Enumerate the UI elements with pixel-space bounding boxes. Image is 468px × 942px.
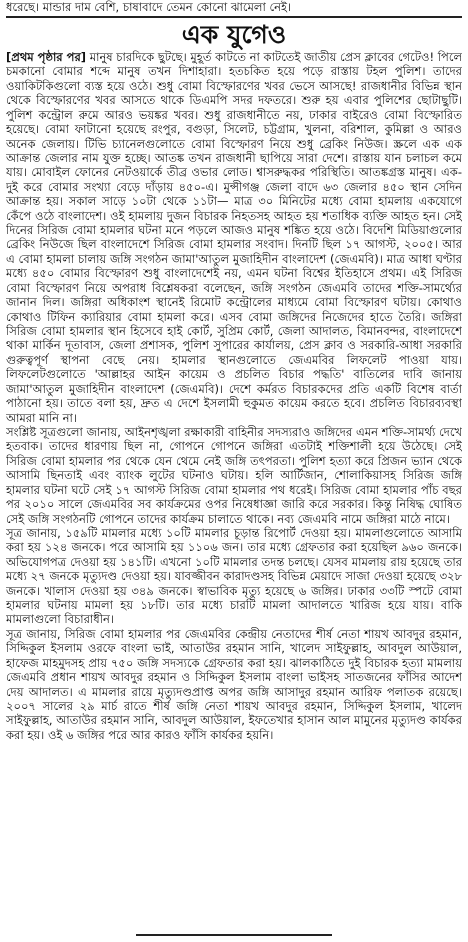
top-divider	[6, 16, 462, 18]
paragraph-2: সংশ্লিষ্ট সূত্রগুলো জানায়, আইনশৃঙ্খলা রক্ষাকারী বাহিনীর সদস্যরাও জঙ্গিদের এমন শক্তি-সামর্থ্য দেখে হতবাক। তাদের ধারণায় ছিল না, গোপনে গোপনে জঙ্গিরা এতটাই শক্তিশালী হয়ে উঠেছে। সেই সিরিজ বোমা হামলার পর থেকে যেন থেমে নেই জঙ্গি তৎপরতা। পুলিশ হত্যা করে প্রিজন ভ্যান থেকে আসামি ছিনতাই এবং ব্যাংক লুটের ঘটনাও ঘটায়। হলি আর্টিজান, শোলাকিয়াসহ সিরিজ জঙ্গি হামলার ঘটনা ঘটে সেই ১৭ আগস্ট সিরিজ বোমা হামলার পথ ধরেই। সিরিজ বোমা হামলার পাঁচ বছর পর ২০১০ সালে জেএমবির সব কার্যক্রমের ওপর নিষেধাজ্ঞা জারি করে সরকার। কিন্তু নিষিদ্ধ ঘোষিত সেই জঙ্গি সংগঠনটি গোপনে তাদের কার্যক্রম চালাতে থাকে। নব্য জেএমবি নামে জঙ্গিরা মাঠে নামে।	[6, 424, 462, 526]
paragraph-1	[6, 50, 462, 425]
bottom-divider	[136, 934, 332, 942]
continuation-label: [প্রথম পৃষ্ঠার পর]	[6, 50, 87, 64]
paragraph-3: সূত্র জানায়, ১৫৯টি মামলার মধ্যে ১০টি মামলার চূড়ান্ত রিপোর্ট দেওয়া হয়। মামলাগুলোতে আসামি করা হয় ১২৪ জনকে। পরে আসামি হয় ১১০৬ জন। তার মধ্যে গ্রেফতার করা হয়েছিল ৯৬০ জনকে। অভিযোগপত্র দেওয়া হয় ১৪১টি। এখনো ১০টি মামলার তদন্ত চলছে। যেসব মামলায় রায় হয়েছে তার মধ্যে ২৭ জনকে মৃত্যুদণ্ড দেওয়া হয়। যাবজ্জীবন কারাদণ্ডসহ বিভিন্ন মেয়াদে সাজা দেওয়া হয়েছে ৩২৮ জনকে। খালাস দেওয়া হয় ৩৪৯ জনকে। স্বাভাবিক মৃত্যু হয়েছে ৬ জঙ্গির। ঢাকার ৩৩টি স্পটে বোমা হামলার ঘটনায় মামলা হয় ১৮টি। তার মধ্যে চারটি মামলা আদালতে খারিজ হয়ে যায়। বাকি মামলাগুলো বিচারাধীন।	[6, 525, 462, 627]
article-headline: এক যুগেও	[181, 20, 287, 49]
article-body	[6, 50, 462, 742]
paragraph-4: সূত্র জানায়, সিরিজ বোমা হামলার পর জেএমবির কেন্দ্রীয় নেতাদের শীর্ষ নেতা শায়খ আবদুর রহমান, সিদ্দিকুল ইসলাম ওরফে বাংলা ভাই, আতাউর রহমান সানি, খালেদ সাইফুল্লাহ, আবদুল আউয়াল, হাফেজ মাহমুদসহ প্রায় ৭৫০ জঙ্গি সদস্যকে গ্রেফতার করা হয়। ঝালকাঠিতে দুই বিচারক হত্যা মামলায় জেএমবি প্রধান শায়খ আবদুর রহমান ও সিদ্দিকুল ইসলাম বাংলা ভাইসহ সাতজনের ফাঁসির আদেশ দেয় আদালত। এ মামলার রায়ে মৃত্যুদণ্ডপ্রাপ্ত অপর জঙ্গি আসাদুর রহমান আরিফ পলাতক রয়েছে। ২০০৭ সালের ২৯ মার্চ রাতে শীর্ষ জঙ্গি নেতা শায়খ আবদুর রহমান, সিদ্দিকুল ইসলাম, খালেদ সাইফুল্লাহ, আতাউর রহমান সানি, আবদুল আউয়াল, ইফতেখার হাসান আল মামুনের মৃত্যুদণ্ড কার্যকর করা হয়। ওই ৬ জঙ্গির পরে আর কারও ফাঁসি কার্যকর হয়নি।	[6, 626, 462, 742]
paragraph-1-text: মানুষ চারদিকে ছুটছে। মুহূর্ত কাটতে না কাটতেই জাতীয় প্রেস ক্লাবের গেটেও! পিলে চমকানো বোমার শব্দে মানুষ তখন দিশাহারা। হতচকিত হয়ে পড়ে রাস্তায় টহল পুলিশ। তাদের ওয়াকিটকিগুলো ব্যস্ত হয়ে ওঠে। শুধু বোমা বিস্ফোরণের খবর ভেসে আসছে! রাজধানীর বিভিন্ন স্থান থেকে বিস্ফোরণের খবর আসতে থাকে ডিএমপি সদর দফতরে। শুরু হয় এবার পুলিশের ছোটাছুটি। পুলিশ কন্ট্রোল রুমে আরও ভয়ঙ্কর খবর। শুধু রাজধানীতে নয়, ঢাকার বাইরেও বোমা বিস্ফোরিত হয়েছে। বোমা ফাটানো হয়েছে রংপুর, বগুড়া, সিলেট, চট্টগ্রাম, খুলনা, বরিশাল, কুমিল্লা ও আরও অনেক জেলায়। টিভি চ্যানেলগুলোতে বোমা বিস্ফোরণ নিয়ে শুধু ব্রেকিং নিউজ। স্ক্রলে এক এক আক্রান্ত জেলার নাম যুক্ত হচ্ছে। আতঙ্ক তখন রাজধানী ছাপিয়ে সারা দেশে। রাস্তায় যান চলাচল কমে যায়। মোবাইল ফোনের নেটওয়ার্কে তীব্র ওভার লোড। শ্বাসরুদ্ধকর পরিস্থিতি। আতঙ্কগ্রস্ত মানুষ। এক-দুই করে বোমার সংখ্যা বেড়ে দাঁড়ায় ৪৫০-এ। মুন্সীগঞ্জ জেলা বাদে ৬৩ জেলার ৪৫০ স্থান সেদিন আক্রান্ত হয়। সকাল সাড়ে ১০টা থেকে ১১টা— মাত্র ৩০ মিনিটের মধ্যে বোমা হামলায় একযোগে কেঁপে ওঠে বাংলাদেশ। ওই হামলায় দুজন বিচারক নিহতসহ আহত হয় শতাধিক ব্যক্তি আহত হন। সেই দিনের সিরিজ বোমা হামলার ঘটনা মনে পড়লে আজও মানুষ শঙ্কিত হয়ে ওঠে। বিদেশি মিডিয়াগুলোর ব্রেকিং নিউজে ছিল বাংলাদেশে সিরিজ বোমা হামলার সংবাদ। দিনটি ছিল ১৭ আগস্ট, ২০০৫। আর এ বোমা হামলা চালায় জঙ্গি সংগঠন জামা'আতুল মুজাহিদীন বাংলাদেশ (জেএমবি)। মাত্র আধা ঘণ্টার মধ্যে ৪৫০ বোমার বিস্ফোরণ শুধু বাংলাদেশেই নয়, এমন ঘটনা বিশ্বের ইতিহাসে প্রথম। এই সিরিজ বোমা বিস্ফোরণ নিয়ে অপরাধ বিশ্লেষকরা বলেছেন, জঙ্গি সংগঠন জেএমবি তাদের শক্তি-সামর্থ্যের জানান দিল। জঙ্গিরা অধিকাংশ স্থানেই রিমোট কন্ট্রোলের মাধ্যমে বোমা বিস্ফোরণ ঘটায়। কোথাও কোথাও টিফিন ক্যারিয়ার বোমা হামলা করে। এসব বোমা জঙ্গিদের নিজেদের হাতে তৈরি। জঙ্গিরা সিরিজ বোমা হামলার স্থান হিসেবে হাই কোর্ট, সুপ্রিম কোর্ট, জেলা আদালত, বিমানবন্দর, বাংলাদেশে থাকা মার্কিন দূতাবাস, জেলা প্রশাসক, পুলিশ সুপারের কার্যালয়, প্রেস ক্লাব ও সরকারি-আধা সরকারি গুরুত্বপূর্ণ স্থাপনা বেছে নেয়। হামলার স্থানগুলোতে জেএমবির লিফলেট পাওয়া যায়। লিফলেটগুলোতে 'আল্লাহর আইন কায়েম ও প্রচলিত বিচার পদ্ধতি' বাতিলের দাবি জানায় জামা'আতুল মুজাহিদীন বাংলাদেশ (জেএমবি)। দেশে কর্মরত বিচারকদের প্রতি একটি বিশেষ বার্তা পাঠানো হয়। তাতে বলা হয়, দ্রুত এ দেশে ইসলামী হুকুমত কায়েম করতে হবে। প্রচলিত বিচারব্যবস্থা আমরা মানি না।	[6, 50, 462, 425]
newspaper-article	[6, 0, 462, 942]
previous-article-tail: ধরেছে। মান্ডার দাম বেশি, চাষাবাদে তেমন কোনো ঝামেলা নেই।	[6, 0, 292, 14]
